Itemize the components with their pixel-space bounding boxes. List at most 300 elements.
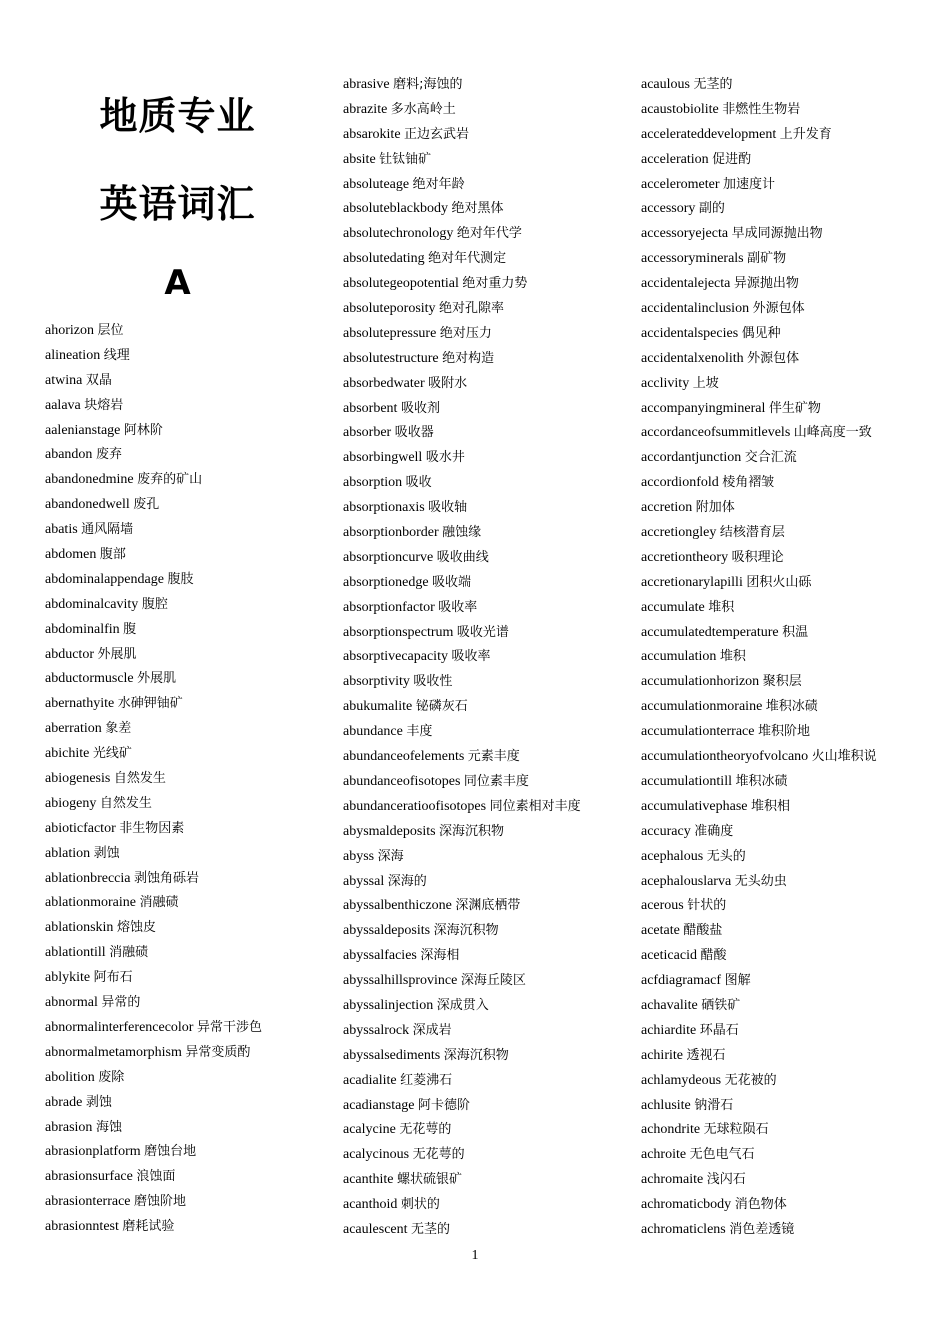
entry-chinese-translation: 醋酸 <box>700 948 727 964</box>
entry-chinese-translation: 块熔岩 <box>84 397 124 413</box>
entry-english-term: aberration <box>45 721 102 737</box>
glossary-entry <box>343 571 581 596</box>
glossary-entry <box>343 98 581 123</box>
glossary-entry <box>641 670 877 695</box>
glossary-entry <box>343 845 581 870</box>
entry-chinese-translation: 吸积理论 <box>731 549 784 565</box>
entry-english-term: accretionarylapilli <box>641 574 743 590</box>
glossary-column-2 <box>343 73 581 1243</box>
entry-english-term: accumulativephase <box>641 798 748 814</box>
entry-chinese-translation: 外展肌 <box>137 671 177 687</box>
glossary-entry <box>343 123 581 148</box>
entry-chinese-translation: 异常干涉色 <box>196 1019 262 1035</box>
entry-chinese-translation: 绝对黑体 <box>451 201 504 217</box>
glossary-entry <box>343 720 581 745</box>
glossary-entry <box>343 372 581 397</box>
entry-chinese-translation: 吸收轴 <box>428 500 468 516</box>
entry-english-term: abrazite <box>343 101 388 117</box>
entry-english-term: achirite <box>641 1047 683 1063</box>
glossary-entry <box>343 446 581 471</box>
glossary-entry <box>45 394 262 419</box>
entry-english-term: abdominalfin <box>45 621 120 637</box>
entry-chinese-translation: 偶见种 <box>741 325 781 341</box>
entry-english-term: acephalouslarva <box>641 873 732 889</box>
glossary-entry <box>641 397 877 422</box>
entry-chinese-translation: 醋酸盐 <box>683 923 723 939</box>
entry-english-term: absorbingwell <box>343 450 423 466</box>
glossary-entry <box>641 73 877 98</box>
entry-english-term: abrasionntest <box>45 1219 119 1235</box>
glossary-entry <box>343 222 581 247</box>
glossary-entry <box>45 443 262 468</box>
entry-chinese-translation: 棱角褶皱 <box>722 475 775 491</box>
entry-chinese-translation: 磨蚀台地 <box>144 1144 197 1160</box>
entry-english-term: abrasive <box>343 77 390 92</box>
entry-english-term: acfdiagramacf <box>641 973 722 989</box>
glossary-entry <box>641 1118 877 1143</box>
glossary-entry <box>641 795 877 820</box>
glossary-entry <box>641 521 877 546</box>
entry-english-term: accidentalxenolith <box>641 350 744 366</box>
entry-chinese-translation: 浅闪石 <box>706 1172 746 1188</box>
entry-english-term: absolutegeopotential <box>343 276 459 292</box>
entry-chinese-translation: 吸收性 <box>413 674 453 690</box>
entry-chinese-translation: 铋磷灰石 <box>415 699 468 715</box>
entry-chinese-translation: 红菱沸石 <box>400 1072 453 1088</box>
entry-english-term: absoluteblackbody <box>343 201 448 217</box>
glossary-entry <box>343 894 581 919</box>
entry-chinese-translation: 绝对年代测定 <box>428 251 507 267</box>
entry-chinese-translation: 剥蚀 <box>85 1094 112 1110</box>
glossary-entry <box>641 1143 877 1168</box>
entry-english-term: acclivity <box>641 375 690 391</box>
glossary-entry <box>45 643 262 668</box>
entry-english-term: abandonedwell <box>45 497 130 513</box>
glossary-entry <box>641 347 877 372</box>
document-title-line-1: 地质专业 <box>99 94 256 138</box>
entry-english-term: acephalous <box>641 848 704 864</box>
glossary-entry <box>641 123 877 148</box>
entry-english-term: abandon <box>45 447 93 463</box>
entry-english-term: accumulation <box>641 649 717 665</box>
entry-chinese-translation: 阿林阶 <box>123 422 163 438</box>
entry-english-term: accumulationtheoryofvolcano <box>641 749 809 765</box>
glossary-entry <box>641 645 877 670</box>
entry-english-term: ablationbreccia <box>45 870 131 886</box>
entry-english-term: absorptionaxis <box>343 500 425 516</box>
entry-chinese-translation: 腹部 <box>99 547 126 563</box>
entry-chinese-translation: 加速度计 <box>723 176 776 192</box>
glossary-entry <box>343 1118 581 1143</box>
entry-english-term: absorbedwater <box>343 375 425 391</box>
entry-chinese-translation: 消色物体 <box>734 1197 787 1213</box>
glossary-entry <box>45 568 262 593</box>
entry-chinese-translation: 象差 <box>105 721 132 737</box>
entry-english-term: accessory <box>641 201 696 217</box>
entry-chinese-translation: 绝对孔隙率 <box>439 301 505 317</box>
glossary-entry <box>641 247 877 272</box>
glossary-entry <box>343 1019 581 1044</box>
section-letter-heading: A <box>164 263 191 303</box>
glossary-entry <box>641 98 877 123</box>
entry-chinese-translation: 聚积层 <box>762 674 802 690</box>
entry-chinese-translation: 磨蚀阶地 <box>134 1194 187 1210</box>
entry-chinese-translation: 同位素相对丰度 <box>489 798 581 814</box>
glossary-entry <box>343 596 581 621</box>
entry-english-term: accretion <box>641 500 693 516</box>
entry-chinese-translation: 浪蚀面 <box>136 1169 176 1185</box>
entry-chinese-translation: 硒铁矿 <box>701 997 741 1013</box>
entry-chinese-translation: 吸收剂 <box>400 400 440 416</box>
glossary-entry <box>343 670 581 695</box>
glossary-entry <box>641 770 877 795</box>
glossary-entry <box>343 1218 581 1243</box>
entry-chinese-translation: 消融碛 <box>139 895 179 911</box>
entry-english-term: accordantjunction <box>641 450 742 466</box>
glossary-entry <box>343 969 581 994</box>
glossary-entry <box>45 692 262 717</box>
entry-chinese-translation: 促进酌 <box>712 151 752 167</box>
entry-chinese-translation: 附加体 <box>695 500 735 516</box>
entry-chinese-translation: 堆积相 <box>751 798 791 814</box>
entry-english-term: achlusite <box>641 1097 691 1113</box>
entry-english-term: absorptionspectrum <box>343 624 454 640</box>
entry-english-term: abdominalcavity <box>45 596 139 612</box>
entry-chinese-translation: 外源包体 <box>752 301 805 317</box>
glossary-entry <box>343 272 581 297</box>
glossary-entry <box>641 621 877 646</box>
entry-english-term: accumulationhorizon <box>641 674 760 690</box>
entry-english-term: absolutechronology <box>343 226 454 242</box>
entry-chinese-translation: 外源包体 <box>747 350 800 366</box>
entry-english-term: aalava <box>45 397 81 413</box>
glossary-entry <box>343 621 581 646</box>
entry-english-term: achondrite <box>641 1122 701 1138</box>
entry-chinese-translation: 腹 <box>123 621 137 637</box>
glossary-entry <box>641 421 877 446</box>
entry-chinese-translation: 吸收器 <box>394 425 434 441</box>
entry-chinese-translation: 螺状硫银矿 <box>397 1172 463 1188</box>
entry-chinese-translation: 废孔 <box>133 497 160 513</box>
entry-chinese-translation: 消融碛 <box>109 945 149 961</box>
title-block <box>45 72 310 308</box>
glossary-entry <box>641 297 877 322</box>
glossary-entry <box>343 322 581 347</box>
glossary-entry <box>343 1094 581 1119</box>
glossary-entry <box>343 645 581 670</box>
entry-english-term: absorptivecapacity <box>343 649 448 665</box>
entry-chinese-translation: 无色电气石 <box>689 1147 755 1163</box>
entry-english-term: abundanceratioofisotopes <box>343 798 487 814</box>
glossary-entry <box>343 173 581 198</box>
glossary-entry <box>45 419 262 444</box>
glossary-entry <box>45 1016 262 1041</box>
entry-english-term: abiogeny <box>45 795 97 811</box>
glossary-entry <box>641 571 877 596</box>
entry-english-term: absolutestructure <box>343 350 439 366</box>
entry-chinese-translation: 无花萼的 <box>412 1147 465 1163</box>
entry-english-term: absorptionborder <box>343 525 439 541</box>
glossary-entry <box>641 446 877 471</box>
entry-chinese-translation: 元素丰度 <box>467 749 520 765</box>
glossary-entry <box>45 319 262 344</box>
entry-english-term: ablationtill <box>45 945 106 961</box>
glossary-entry <box>45 842 262 867</box>
glossary-entry <box>45 916 262 941</box>
glossary-entry <box>343 148 581 173</box>
entry-chinese-translation: 阿卡德阶 <box>418 1097 471 1113</box>
entry-chinese-translation: 副矿物 <box>747 251 787 267</box>
glossary-entry <box>343 770 581 795</box>
entry-chinese-translation: 积温 <box>782 624 809 640</box>
entry-chinese-translation: 堆积冰碛 <box>735 773 788 789</box>
glossary-entry <box>45 867 262 892</box>
glossary-entry <box>343 546 581 571</box>
glossary-column-3 <box>641 73 877 1243</box>
glossary-entry <box>45 966 262 991</box>
glossary-entry <box>641 845 877 870</box>
entry-english-term: achroite <box>641 1147 687 1163</box>
entry-english-term: abundanceofelements <box>343 749 465 765</box>
entry-english-term: ablationmoraine <box>45 895 136 911</box>
glossary-entry <box>641 197 877 222</box>
entry-english-term: absolutepressure <box>343 325 437 341</box>
glossary-entry <box>641 894 877 919</box>
entry-english-term: abyssalhillsprovince <box>343 973 458 989</box>
entry-english-term: abductor <box>45 646 94 662</box>
entry-english-term: absolutedating <box>343 251 425 267</box>
entry-chinese-translation: 钠滑石 <box>694 1097 734 1113</box>
entry-chinese-translation: 堆积 <box>719 649 746 665</box>
entry-english-term: alineation <box>45 347 101 363</box>
glossary-entry <box>343 745 581 770</box>
glossary-entry <box>45 1116 262 1141</box>
entry-english-term: accordanceofsummitlevels <box>641 425 791 441</box>
entry-chinese-translation: 深海相 <box>420 948 460 964</box>
entry-english-term: ahorizon <box>45 323 94 338</box>
glossary-entry <box>641 919 877 944</box>
entry-chinese-translation: 交合汇流 <box>744 450 797 466</box>
glossary-entry <box>343 421 581 446</box>
entry-english-term: absorptionedge <box>343 574 429 590</box>
entry-chinese-translation: 吸收率 <box>451 649 491 665</box>
entry-english-term: abrade <box>45 1094 83 1110</box>
entry-chinese-translation: 融蚀缘 <box>442 525 482 541</box>
entry-chinese-translation: 异源抛出物 <box>733 276 799 292</box>
glossary-entry <box>343 919 581 944</box>
entry-chinese-translation: 磨耗试验 <box>122 1219 175 1235</box>
entry-chinese-translation: 深成岩 <box>412 1022 452 1038</box>
entry-chinese-translation: 丰度 <box>406 724 433 740</box>
entry-english-term: acadialite <box>343 1072 397 1088</box>
entry-english-term: absite <box>343 151 376 167</box>
glossary-entry <box>641 695 877 720</box>
glossary-entry <box>641 1094 877 1119</box>
entry-chinese-translation: 异常的 <box>101 995 141 1011</box>
entry-chinese-translation: 双晶 <box>85 372 112 388</box>
entry-english-term: abatis <box>45 522 78 538</box>
glossary-column-1 <box>45 319 262 1240</box>
glossary-entry <box>45 518 262 543</box>
glossary-entry <box>45 1041 262 1066</box>
entry-english-term: absoluteage <box>343 176 410 192</box>
glossary-entry <box>343 1069 581 1094</box>
glossary-entry <box>45 991 262 1016</box>
entry-english-term: accidentalejecta <box>641 276 731 292</box>
entry-chinese-translation: 水砷钾铀矿 <box>117 696 183 712</box>
entry-english-term: accretiongley <box>641 525 717 541</box>
entry-english-term: acerous <box>641 898 684 914</box>
entry-chinese-translation: 深海沉积物 <box>439 823 505 839</box>
entry-chinese-translation: 无茎的 <box>411 1221 451 1237</box>
entry-chinese-translation: 绝对重力势 <box>462 276 528 292</box>
entry-chinese-translation: 吸收 <box>405 475 432 491</box>
glossary-entry <box>343 496 581 521</box>
entry-english-term: absorptioncurve <box>343 549 434 565</box>
entry-english-term: abyssalrock <box>343 1022 410 1038</box>
entry-english-term: ablation <box>45 845 91 861</box>
glossary-entry <box>45 369 262 394</box>
glossary-entry <box>641 1218 877 1243</box>
entry-english-term: accretiontheory <box>641 549 729 565</box>
entry-english-term: acanthite <box>343 1172 394 1188</box>
entry-english-term: ablykite <box>45 970 91 986</box>
entry-chinese-translation: 绝对年代学 <box>456 226 522 242</box>
entry-english-term: acanthoid <box>343 1197 398 1213</box>
glossary-entry <box>641 496 877 521</box>
entry-chinese-translation: 深海丘陵区 <box>460 973 526 989</box>
entry-english-term: abichite <box>45 746 90 762</box>
entry-chinese-translation: 深海沉积物 <box>443 1047 509 1063</box>
glossary-entry <box>343 1168 581 1193</box>
entry-english-term: abrasionterrace <box>45 1194 131 1210</box>
entry-chinese-translation: 外展肌 <box>97 646 137 662</box>
entry-chinese-translation: 上坡 <box>692 375 719 391</box>
entry-english-term: accumulationterrace <box>641 724 755 740</box>
glossary-entry <box>343 994 581 1019</box>
glossary-entry <box>343 521 581 546</box>
entry-chinese-translation: 吸收曲线 <box>436 549 489 565</box>
glossary-entry <box>641 471 877 496</box>
glossary-entry <box>343 944 581 969</box>
glossary-entry <box>641 546 877 571</box>
entry-english-term: acadianstage <box>343 1097 415 1113</box>
entry-chinese-translation: 深渊底栖带 <box>455 898 521 914</box>
entry-english-term: abyssal <box>343 873 385 889</box>
entry-english-term: achromaticbody <box>641 1197 732 1213</box>
entry-chinese-translation: 山峰高度一致 <box>793 425 872 441</box>
entry-chinese-translation: 海蚀 <box>95 1119 122 1135</box>
glossary-entry <box>45 468 262 493</box>
entry-english-term: abukumalite <box>343 699 413 715</box>
entry-chinese-translation: 非生物因素 <box>119 820 185 836</box>
entry-chinese-translation: 伴生矿物 <box>768 400 821 416</box>
entry-chinese-translation: 腹腔 <box>141 596 168 612</box>
entry-english-term: acceleration <box>641 151 709 167</box>
entry-chinese-translation: 绝对构造 <box>442 350 495 366</box>
entry-english-term: accessoryejecta <box>641 226 729 242</box>
glossary-entry <box>343 297 581 322</box>
entry-chinese-translation: 吸附水 <box>428 375 468 391</box>
entry-english-term: aceticacid <box>641 948 697 964</box>
entry-english-term: abyssalbenthiczone <box>343 898 452 914</box>
glossary-entry <box>641 148 877 173</box>
entry-english-term: abnormal <box>45 995 98 1011</box>
glossary-entry <box>641 944 877 969</box>
glossary-entry <box>641 745 877 770</box>
entry-chinese-translation: 磨料;海蚀的 <box>393 77 463 92</box>
entry-chinese-translation: 透视石 <box>686 1047 726 1063</box>
entry-english-term: accelerateddevelopment <box>641 126 777 142</box>
glossary-entry <box>343 1044 581 1069</box>
entry-chinese-translation: 废除 <box>98 1069 125 1085</box>
entry-chinese-translation: 深成贯入 <box>436 997 489 1013</box>
entry-chinese-translation: 非燃性生物岩 <box>722 101 801 117</box>
glossary-entry <box>641 969 877 994</box>
entry-chinese-translation: 无头的 <box>706 848 746 864</box>
entry-english-term: abyssalfacies <box>343 948 417 964</box>
entry-chinese-translation: 同位素丰度 <box>463 773 529 789</box>
entry-english-term: accelerometer <box>641 176 720 192</box>
glossary-entry <box>641 870 877 895</box>
entry-english-term: abandonedmine <box>45 472 134 488</box>
glossary-entry <box>343 795 581 820</box>
glossary-entry <box>45 1091 262 1116</box>
glossary-entry <box>641 272 877 297</box>
entry-english-term: abdomen <box>45 547 97 563</box>
entry-english-term: abrasion <box>45 1119 93 1135</box>
entry-chinese-translation: 钍钛铀矿 <box>379 151 432 167</box>
glossary-entry <box>45 941 262 966</box>
entry-chinese-translation: 废弃 <box>95 447 122 463</box>
entry-chinese-translation: 自然发生 <box>99 795 152 811</box>
entry-chinese-translation: 异常变质酌 <box>185 1044 251 1060</box>
entry-chinese-translation: 自然发生 <box>113 771 166 787</box>
entry-english-term: accessoryminerals <box>641 251 744 267</box>
entry-english-term: abnormalinterferencecolor <box>45 1019 194 1035</box>
glossary-entry <box>45 792 262 817</box>
entry-chinese-translation: 吸收率 <box>438 599 478 615</box>
glossary-entry <box>45 618 262 643</box>
entry-english-term: accordionfold <box>641 475 719 491</box>
entry-chinese-translation: 消色差透镜 <box>729 1221 795 1237</box>
entry-chinese-translation: 腹肢 <box>167 571 194 587</box>
entry-chinese-translation: 无花被的 <box>724 1072 777 1088</box>
entry-chinese-translation: 深海 <box>377 848 404 864</box>
glossary-entry <box>641 322 877 347</box>
glossary-entry <box>45 767 262 792</box>
entry-english-term: accumulationtill <box>641 773 732 789</box>
entry-chinese-translation: 剥蚀角砾岩 <box>134 870 200 886</box>
glossary-entry <box>343 1193 581 1218</box>
entry-chinese-translation: 无球粒陨石 <box>703 1122 769 1138</box>
glossary-entry <box>641 596 877 621</box>
entry-chinese-translation: 深海的 <box>387 873 427 889</box>
glossary-entry <box>343 247 581 272</box>
entry-chinese-translation: 副的 <box>698 201 725 217</box>
glossary-entry <box>641 994 877 1019</box>
glossary-entry <box>641 720 877 745</box>
glossary-entry <box>641 1168 877 1193</box>
entry-english-term: absorptionfactor <box>343 599 435 615</box>
entry-chinese-translation: 无花萼的 <box>399 1122 452 1138</box>
entry-english-term: abiogenesis <box>45 771 111 787</box>
entry-english-term: ablationskin <box>45 920 114 936</box>
glossary-entry <box>343 397 581 422</box>
entry-english-term: abyssalsediments <box>343 1047 441 1063</box>
entry-english-term: achavalite <box>641 997 698 1013</box>
entry-english-term: abundance <box>343 724 403 740</box>
